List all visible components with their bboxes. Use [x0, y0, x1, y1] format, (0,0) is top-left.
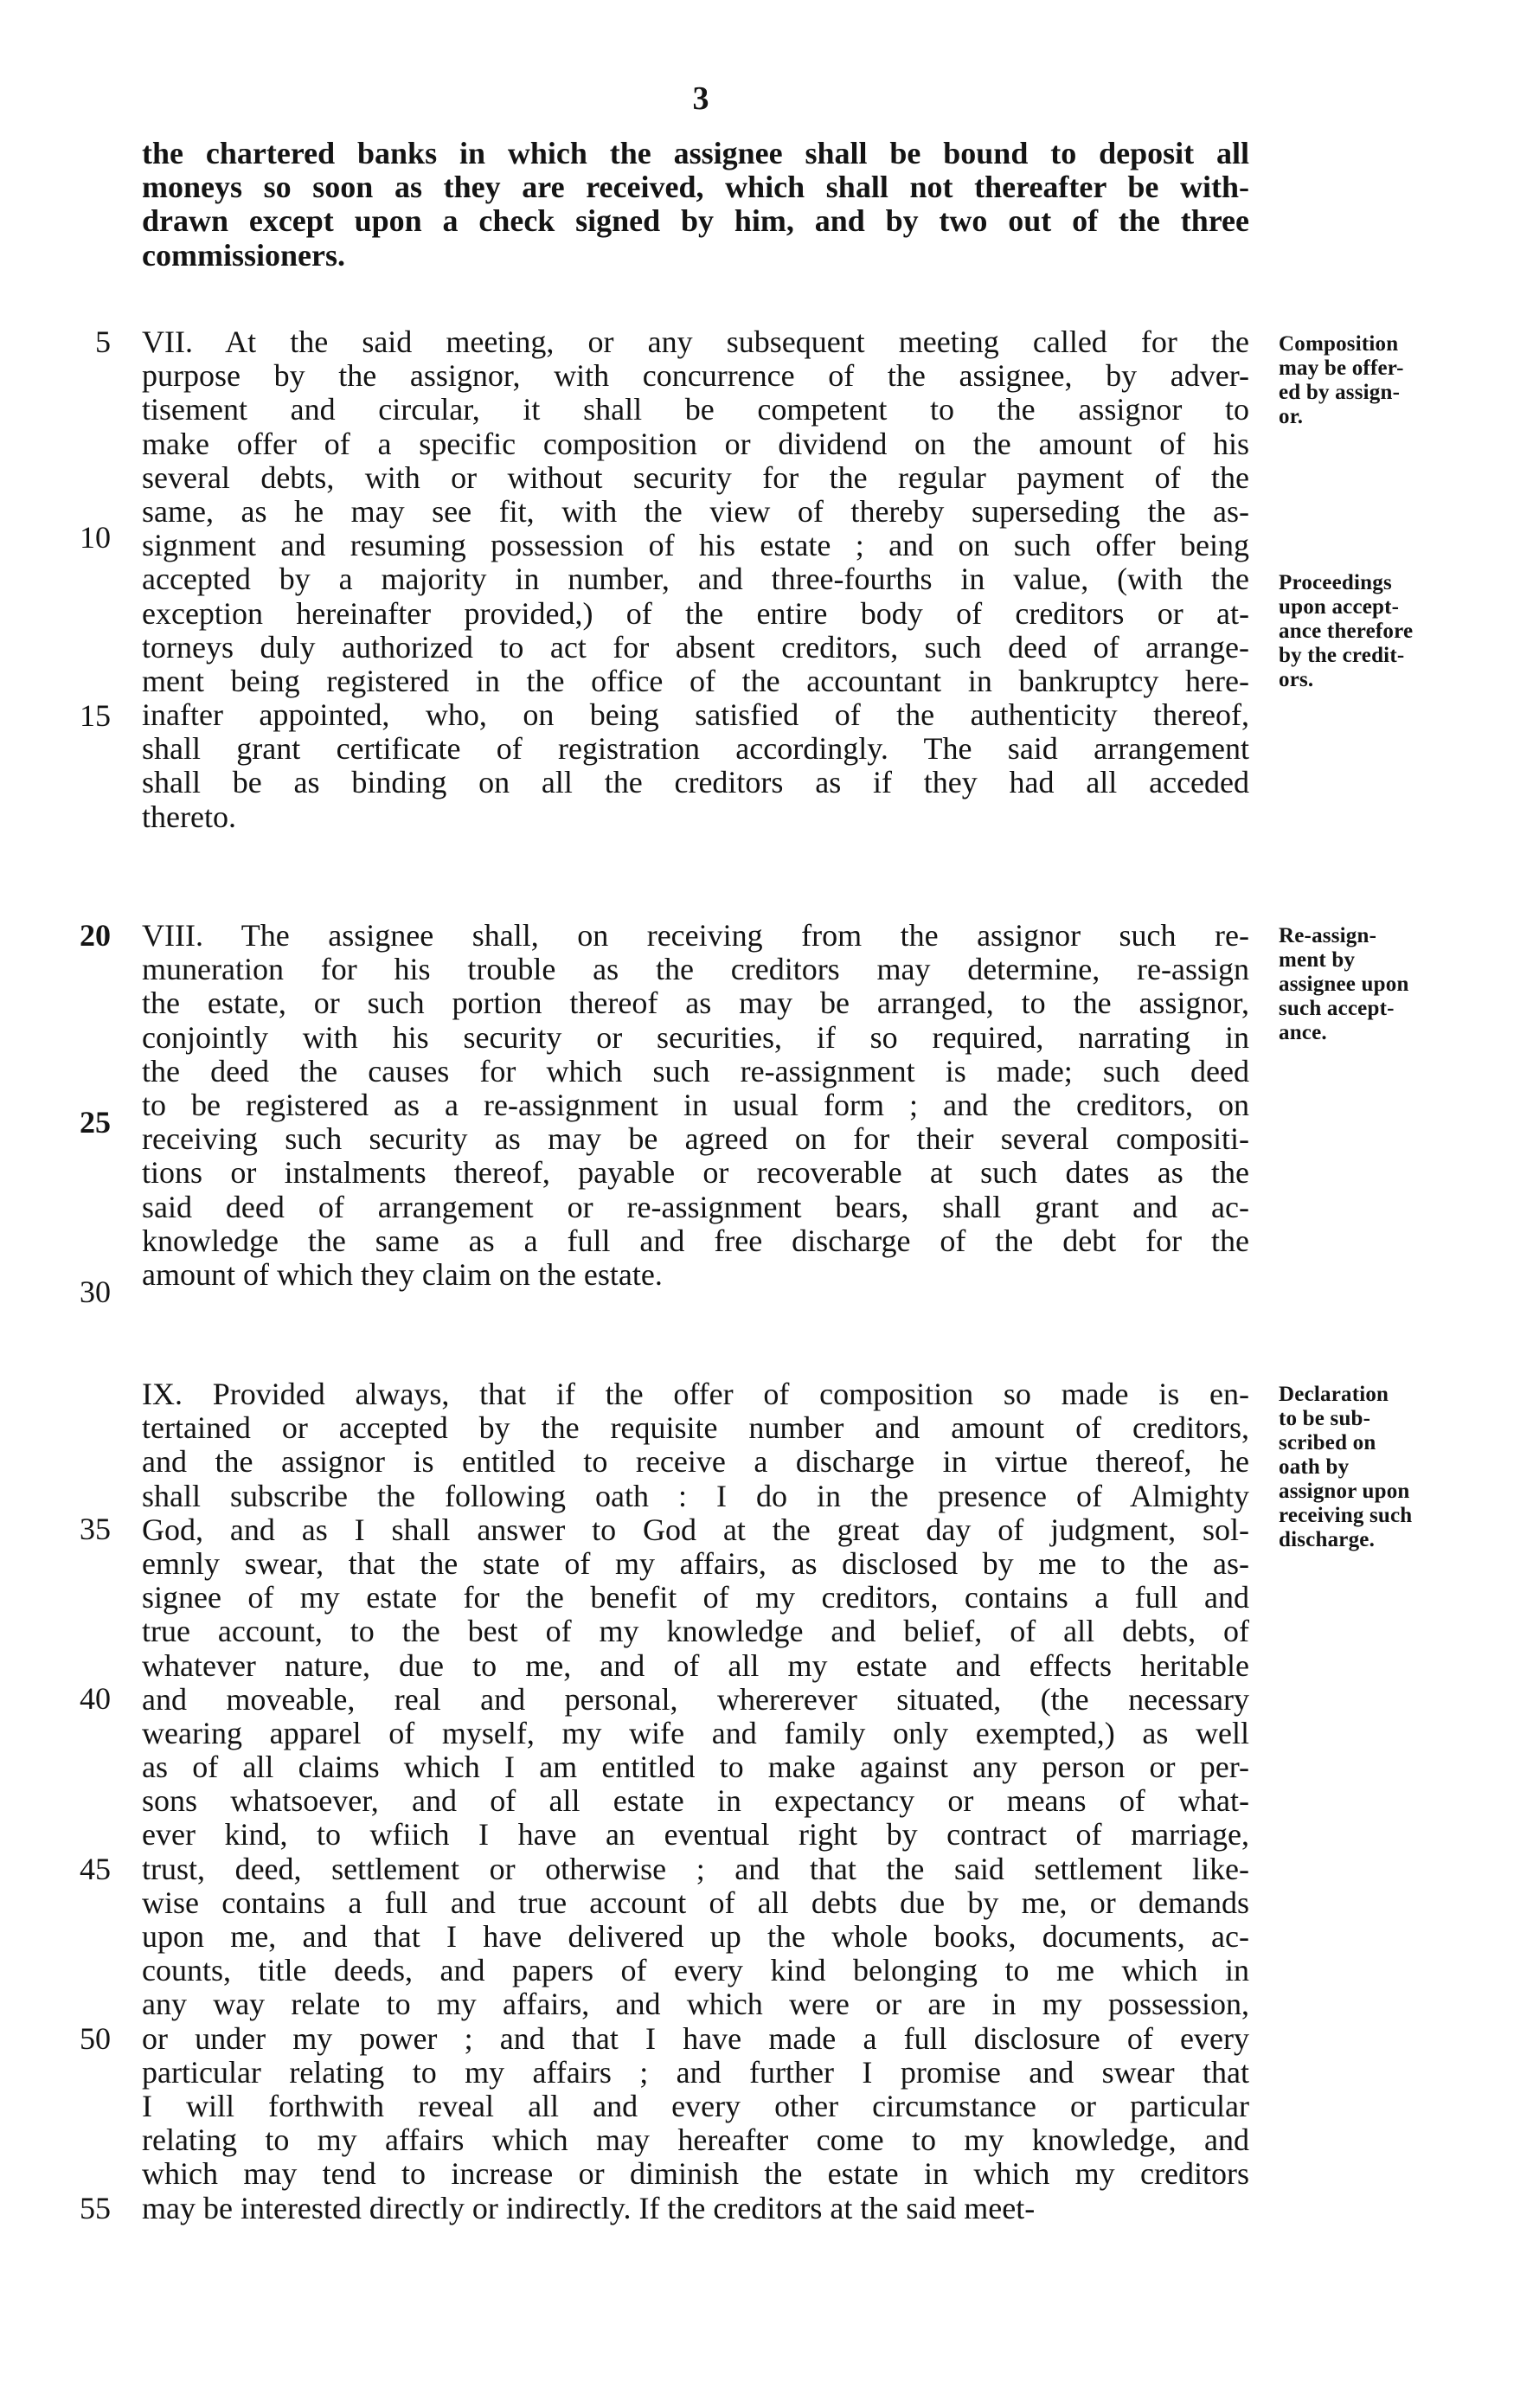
margin-note-line: or.: [1279, 405, 1304, 428]
text-line: moneys so soon as they are received, which shall not thereafter be with-: [142, 170, 1249, 205]
text-line: the deed the causes for which such re-assignment is made; such deed: [142, 1053, 1249, 1088]
text-line: true account, to the best of my knowledge and belief, of all debts, of: [142, 1614, 1249, 1649]
line-number: 45: [80, 1852, 111, 1886]
margin-note-line: by the credit-: [1279, 644, 1405, 667]
text-line: may be interested directly or indirectly. If the creditors at the said meet-: [142, 2190, 1036, 2225]
text-line: purpose by the assignor, with concurrence of the assignee, by adver-: [142, 358, 1249, 394]
text-line: accepted by a majority in number, and three-fourths in value, (with the: [142, 562, 1249, 597]
text-line: same, as he may see fit, with the view of thereby superseding the as-: [142, 493, 1249, 529]
margin-note-line: ment by: [1279, 948, 1356, 972]
text-line: whatever nature, due to me, and of all my estate and effects heritable: [142, 1647, 1249, 1683]
margin-note-line: Re-assign-: [1279, 924, 1377, 947]
text-line: conjointly with his security or securities, if so required, narrating in: [142, 1019, 1249, 1055]
text-line: I will forthwith reveal all and every other circumstance or particular: [142, 2088, 1249, 2123]
text-line: which may tend to increase or diminish the estate in which my creditors: [142, 2156, 1249, 2192]
line-number: 50: [80, 2021, 111, 2056]
margin-note-line: receiving such: [1279, 1504, 1413, 1527]
line-number: 20: [80, 918, 111, 953]
margin-note-line: may be offer-: [1279, 356, 1404, 380]
margin-note-line: ance.: [1279, 1021, 1327, 1044]
text-line: counts, title deeds, and papers of every kind belonging to me which in: [142, 1953, 1249, 1988]
line-number: 55: [80, 2191, 111, 2225]
text-line: and the assignor is entitled to receive a discharge in virtue thereof, he: [142, 1444, 1249, 1480]
text-line: God, and as I shall answer to God at the great day of judgment, sol-: [142, 1512, 1249, 1547]
text-line: make offer of a specific composition or dividend on the amount of his: [142, 426, 1249, 461]
text-line: said deed of arrangement or re-assignment bears, shall grant and ac-: [142, 1189, 1249, 1224]
text-line: exception hereinafter provided,) of the entire body of creditors or at-: [142, 595, 1249, 631]
text-line: any way relate to my affairs, and which were or are in my possession,: [142, 1987, 1249, 2022]
paragraph-section-ix: [142, 1377, 1249, 2225]
margin-note-line: assignor upon: [1279, 1480, 1410, 1503]
text-line: shall grant certificate of registration accordingly. The said arrangement: [142, 731, 1249, 767]
line-number: 30: [80, 1275, 111, 1309]
text-line: tisement and circular, it shall be competent to the assignor to: [142, 392, 1249, 427]
text-line: torneys duly authorized to act for absent creditors, such deed of arrange-: [142, 629, 1249, 665]
margin-note-proceedings: [1279, 571, 1478, 692]
text-line: knowledge the same as a full and free discharge of the debt for the: [142, 1223, 1249, 1258]
margin-note-line: upon accept-: [1279, 595, 1400, 619]
line-number: 10: [80, 520, 111, 555]
line-number: 25: [80, 1105, 111, 1140]
text-line: ever kind, to wfiich I have an eventual right by contract of marriage,: [142, 1817, 1249, 1853]
text-line: trust, deed, settlement or otherwise ; and that the said settlement like-: [142, 1851, 1249, 1886]
text-line: tertained or accepted by the requisite number and amount of creditors,: [142, 1410, 1249, 1446]
page-number: 3: [692, 80, 709, 117]
text-line: signee of my estate for the benefit of my creditors, contains a full and: [142, 1580, 1249, 1615]
text-line: to be registered as a re-assignment in usual form ; and the creditors, on: [142, 1087, 1249, 1122]
margin-note-line: discharge.: [1279, 1528, 1376, 1551]
text-line: commissioners.: [142, 237, 345, 273]
text-line: particular relating to my affairs ; and further I promise and swear that: [142, 2054, 1249, 2090]
margin-note-line: scribed on: [1279, 1431, 1376, 1454]
margin-note-line: ed by assign-: [1279, 381, 1401, 404]
text-line: the estate, or such portion thereof as may be arranged, to the assignor,: [142, 986, 1249, 1021]
text-line: wise contains a full and true account of all debts due by me, or demands: [142, 1885, 1249, 1920]
text-line: VII. At the said meeting, or any subsequent meeting called for the: [142, 324, 1249, 359]
margin-note-line: ors.: [1279, 668, 1314, 691]
text-line: shall be as binding on all the creditors as if they had all acceded: [142, 765, 1249, 800]
text-line: wearing apparel of myself, my wife and family only exempted,) as well: [142, 1715, 1249, 1750]
margin-note-composition: [1279, 332, 1478, 429]
line-number: 15: [80, 698, 111, 733]
text-line: signment and resuming possession of his estate ; and on such offer being: [142, 528, 1249, 563]
margin-note-line: oath by: [1279, 1455, 1350, 1479]
text-line: as of all claims which I am entitled to make against any person or per-: [142, 1750, 1249, 1785]
text-line: sons whatsoever, and of all estate in expectancy or means of what-: [142, 1783, 1249, 1819]
line-number: 5: [95, 324, 111, 359]
margin-note-declaration: [1279, 1383, 1478, 1552]
text-line: tions or instalments thereof, payable or recoverable at such dates as the: [142, 1155, 1249, 1191]
paragraph-section-vii: [142, 325, 1249, 834]
margin-note-line: Composition: [1279, 332, 1399, 356]
text-line: upon me, and that I have delivered up the whole books, documents, ac-: [142, 1919, 1249, 1954]
margin-note-line: such accept-: [1279, 997, 1395, 1020]
text-line: muneration for his trouble as the creditors may determine, re-assign: [142, 952, 1249, 987]
text-line: or under my power ; and that I have made a full disclosure of every: [142, 2020, 1249, 2056]
margin-note-line: Declaration: [1279, 1383, 1389, 1406]
line-number: 40: [80, 1681, 111, 1716]
margin-note-line: Proceedings: [1279, 571, 1392, 594]
text-line: the chartered banks in which the assignee shall be bound to deposit all: [142, 136, 1249, 170]
margin-note-line: to be sub-: [1279, 1407, 1371, 1430]
text-line: VIII. The assignee shall, on receiving from the assignor such re-: [142, 918, 1249, 953]
text-line: ment being registered in the office of the accountant in bankruptcy here-: [142, 663, 1249, 698]
text-line: drawn except upon a check signed by him, and by two out of the three: [142, 203, 1249, 239]
margin-note-line: assignee upon: [1279, 973, 1409, 996]
line-number: 35: [80, 1512, 111, 1546]
text-line: IX. Provided always, that if the offer of composition so made is en-: [142, 1377, 1249, 1411]
margin-note-line: ance therefore: [1279, 620, 1414, 643]
text-line: several debts, with or without security for the regular payment of the: [142, 459, 1249, 495]
text-line: receiving such security as may be agreed on for their several compositi-: [142, 1121, 1249, 1157]
margin-note-re-assignment: [1279, 924, 1478, 1045]
text-line: thereto.: [142, 799, 236, 834]
paragraph-section-viii: [142, 919, 1249, 1292]
text-line: inafter appointed, who, on being satisfied of the authenticity thereof,: [142, 697, 1249, 733]
text-line: relating to my affairs which may hereafter come to my knowledge, and: [142, 2122, 1249, 2158]
text-line: amount of which they claim on the estate.: [142, 1256, 663, 1292]
text-line: emnly swear, that the state of my affairs, as disclosed by me to the as-: [142, 1545, 1249, 1581]
paragraph-continuation: [142, 137, 1249, 273]
text-line: and moveable, real and personal, whererever situated, (the necessary: [142, 1681, 1249, 1717]
text-line: shall subscribe the following oath : I do in the presence of Almighty: [142, 1478, 1249, 1513]
